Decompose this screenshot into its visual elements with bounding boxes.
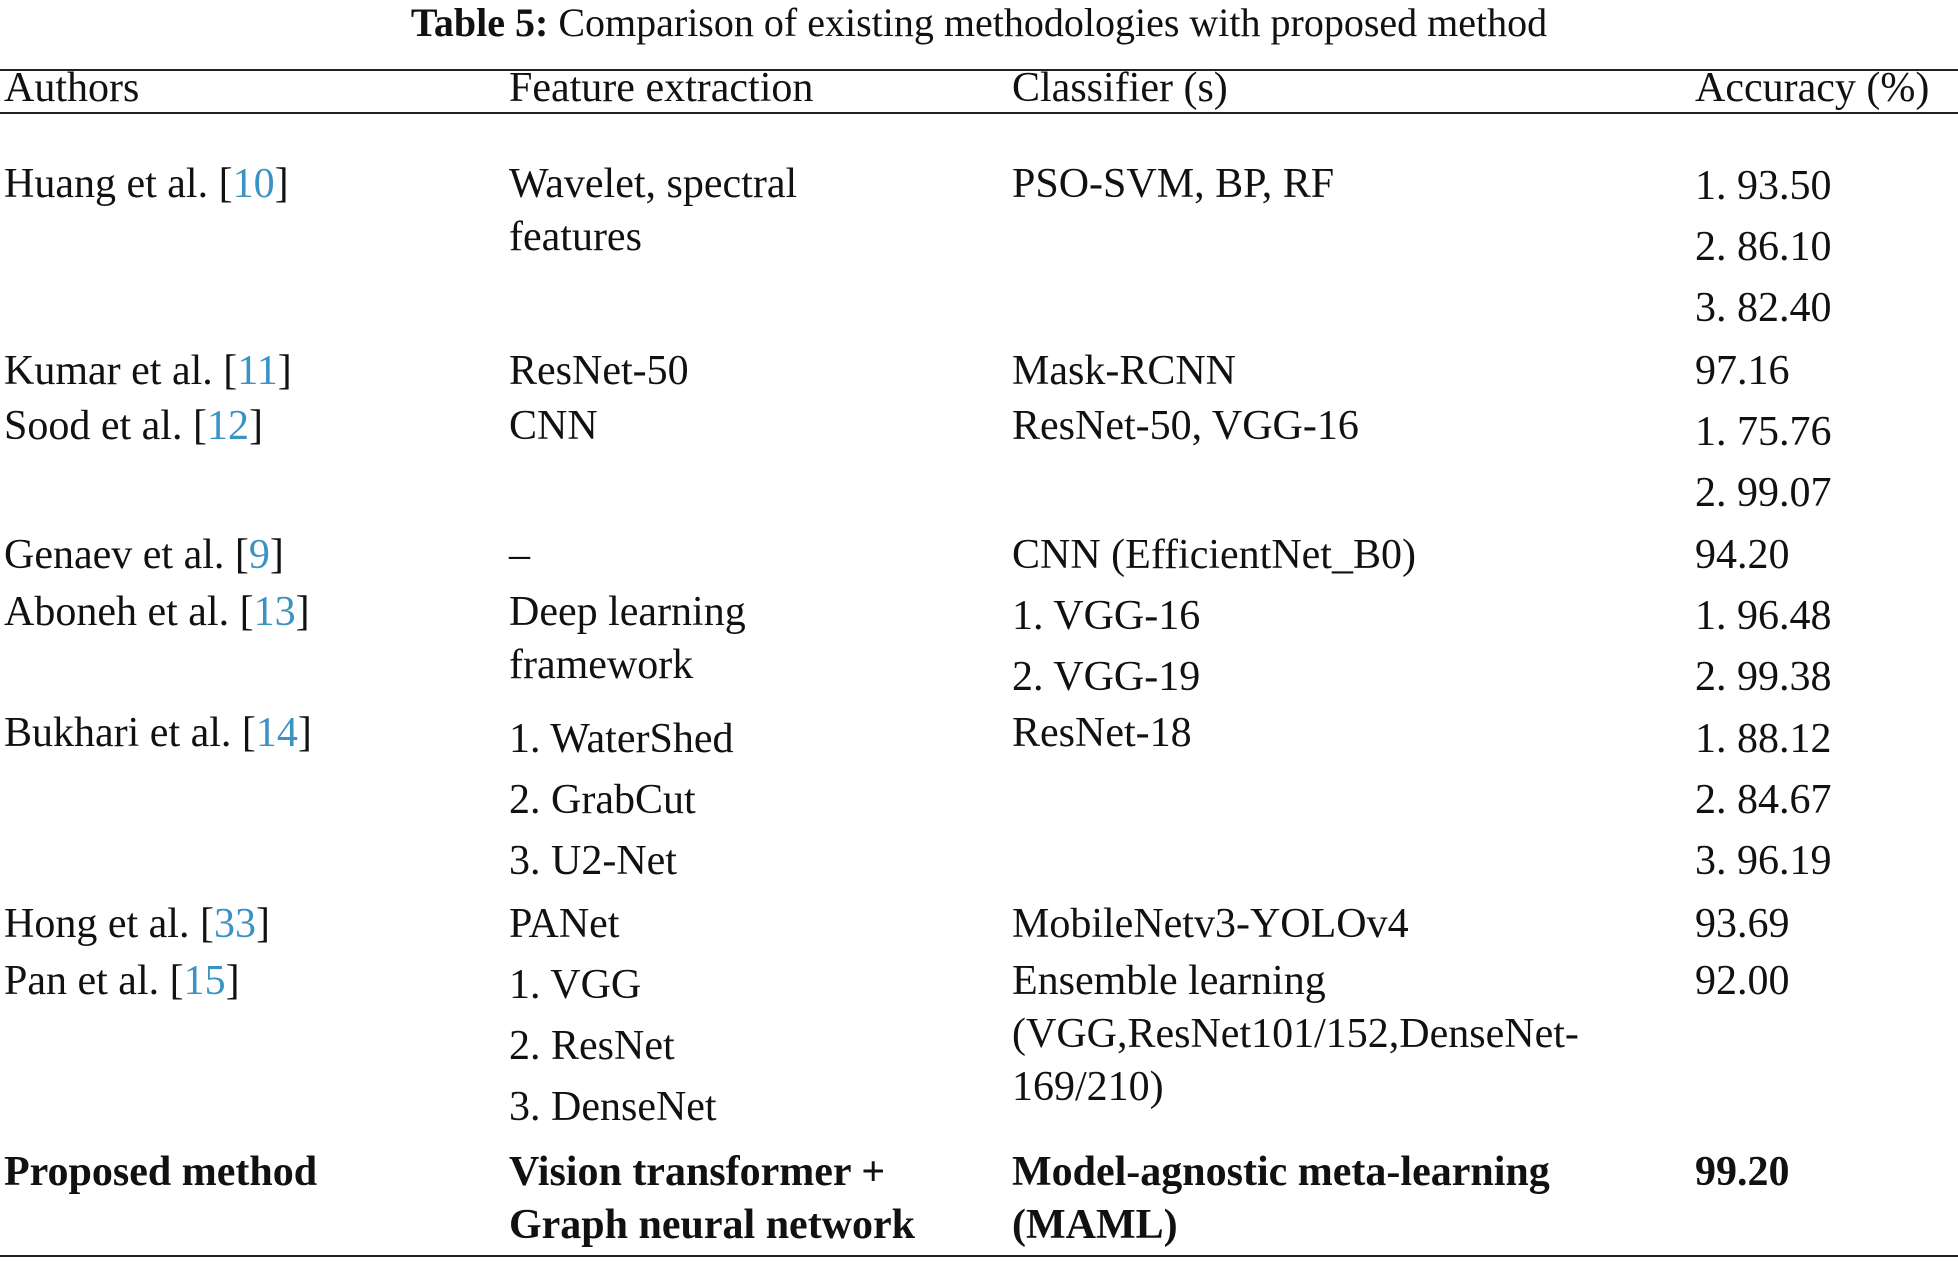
feature-cell <box>509 955 989 1138</box>
accuracy-cell <box>1695 709 1955 892</box>
header-authors: Authors <box>4 65 140 111</box>
feature-line: 3. DenseNet <box>509 1084 717 1130</box>
classifier-line: (MAML) <box>1012 1202 1178 1248</box>
classifier-cell <box>1012 529 1672 582</box>
header-accuracy: Accuracy (%) <box>1695 65 1930 111</box>
accuracy-line: 1. 88.12 <box>1695 716 1832 762</box>
author-bracket: ] <box>274 161 289 207</box>
accuracy-line: 1. 75.76 <box>1695 409 1832 455</box>
classifier-line: (VGG,ResNet101/152,DenseNet- <box>1012 1011 1579 1057</box>
feature-cell <box>509 529 989 582</box>
author-cell <box>4 345 494 398</box>
classifier-cell <box>1012 898 1672 951</box>
feature-cell <box>509 158 989 264</box>
author-cell <box>4 529 494 582</box>
reference-link[interactable]: 11 <box>237 348 278 394</box>
classifier-line: ResNet-50, VGG-16 <box>1012 403 1359 449</box>
feature-line: Graph neural network <box>509 1202 916 1248</box>
classifier-cell <box>1012 345 1672 398</box>
author-name: Bukhari et al. [ <box>4 710 256 756</box>
accuracy-cell <box>1695 586 1955 708</box>
header-classifier: Classifier (s) <box>1012 65 1228 111</box>
author-name: Sood et al. [ <box>4 403 207 449</box>
author-cell <box>4 158 494 211</box>
classifier-line: 1. VGG-16 <box>1012 593 1201 639</box>
feature-line: Wavelet, spectral <box>509 161 798 207</box>
author-cell <box>4 586 494 639</box>
accuracy-cell <box>1695 345 1955 398</box>
accuracy-cell <box>1695 955 1955 1008</box>
author-name: Kumar et al. [ <box>4 348 238 394</box>
author-bracket: ] <box>295 589 310 635</box>
feature-line: PANet <box>509 901 620 947</box>
reference-link[interactable]: 14 <box>255 710 298 756</box>
author-name: Genaev et al. [ <box>4 532 249 578</box>
feature-line: ResNet-50 <box>509 348 689 394</box>
table-caption <box>0 0 1958 46</box>
accuracy-line: 93.69 <box>1695 901 1790 947</box>
accuracy-line: 97.16 <box>1695 348 1790 394</box>
feature-line: framework <box>509 642 694 688</box>
author-name: Hong et al. [ <box>4 901 214 947</box>
feature-line: 1. VGG <box>509 962 642 1008</box>
accuracy-cell <box>1695 156 1955 339</box>
classifier-line: PSO-SVM, BP, RF <box>1012 161 1335 207</box>
classifier-cell <box>1012 158 1672 211</box>
author-name: Huang et al. [ <box>4 161 233 207</box>
author-cell <box>4 955 494 1008</box>
feature-cell <box>509 898 989 951</box>
classifier-line: MobileNetv3-YOLOv4 <box>1012 901 1409 947</box>
feature-line: CNN <box>509 403 598 449</box>
feature-line: 3. U2-Net <box>509 838 677 884</box>
reference-link[interactable]: 15 <box>183 958 226 1004</box>
accuracy-line: 2. 84.67 <box>1695 777 1832 823</box>
author-cell <box>4 707 494 760</box>
reference-link[interactable]: 12 <box>206 403 249 449</box>
classifier-line: CNN (EfficientNet_B0) <box>1012 532 1416 578</box>
accuracy-line: 94.20 <box>1695 532 1790 578</box>
feature-cell <box>509 586 989 692</box>
classifier-cell <box>1012 400 1672 453</box>
header-rule <box>0 112 1958 114</box>
accuracy-line: 92.00 <box>1695 958 1790 1004</box>
classifier-line: Model-agnostic meta-learning <box>1012 1149 1550 1195</box>
author-name: Pan et al. [ <box>4 958 184 1004</box>
proposed-accuracy-cell: 99.20 <box>1695 1149 1790 1195</box>
feature-line: Vision transformer + <box>509 1149 886 1195</box>
feature-cell <box>509 345 989 398</box>
accuracy-line: 3. 96.19 <box>1695 838 1832 884</box>
feature-line: Deep learning <box>509 589 746 635</box>
feature-cell <box>509 709 989 892</box>
accuracy-line: 3. 82.40 <box>1695 285 1832 331</box>
reference-link[interactable]: 9 <box>248 532 270 578</box>
author-bracket: ] <box>248 403 263 449</box>
proposed-feature-cell <box>509 1146 989 1252</box>
accuracy-line: 2. 86.10 <box>1695 224 1832 270</box>
author-bracket: ] <box>297 710 312 756</box>
author-bracket: ] <box>225 958 240 1004</box>
author-bracket: ] <box>269 532 284 578</box>
feature-line: – <box>509 532 530 578</box>
caption-label: Table 5: <box>410 0 549 45</box>
feature-line: 1. WaterShed <box>509 716 734 762</box>
reference-link[interactable]: 33 <box>213 901 256 947</box>
header-feature-extraction: Feature extraction <box>509 65 814 111</box>
accuracy-cell <box>1695 529 1955 582</box>
classifier-line: Ensemble learning <box>1012 958 1326 1004</box>
classifier-line: ResNet-18 <box>1012 710 1192 756</box>
author-bracket: ] <box>277 348 292 394</box>
feature-line: features <box>509 214 642 260</box>
accuracy-cell <box>1695 402 1955 524</box>
feature-cell <box>509 400 989 453</box>
author-name: Aboneh et al. [ <box>4 589 254 635</box>
feature-line: 2. GrabCut <box>509 777 696 823</box>
proposed-author-cell: Proposed method <box>4 1149 318 1195</box>
reference-link[interactable]: 10 <box>232 161 275 207</box>
classifier-line: 169/210) <box>1012 1064 1164 1110</box>
classifier-cell <box>1012 707 1672 760</box>
classifier-cell <box>1012 586 1672 708</box>
feature-line: 2. ResNet <box>509 1023 675 1069</box>
accuracy-cell <box>1695 898 1955 951</box>
bottom-rule <box>0 1255 1958 1257</box>
accuracy-line: 1. 93.50 <box>1695 163 1832 209</box>
accuracy-line: 2. 99.07 <box>1695 470 1832 516</box>
accuracy-line: 2. 99.38 <box>1695 654 1832 700</box>
classifier-line: 2. VGG-19 <box>1012 654 1201 700</box>
author-cell <box>4 400 494 453</box>
classifier-cell <box>1012 955 1672 1114</box>
reference-link[interactable]: 13 <box>253 589 296 635</box>
author-cell <box>4 898 494 951</box>
accuracy-line: 1. 96.48 <box>1695 593 1832 639</box>
proposed-classifier-cell <box>1012 1146 1672 1252</box>
author-bracket: ] <box>255 901 270 947</box>
classifier-line: Mask-RCNN <box>1012 348 1237 394</box>
caption-text: Comparison of existing methodologies with proposed method <box>558 0 1548 45</box>
